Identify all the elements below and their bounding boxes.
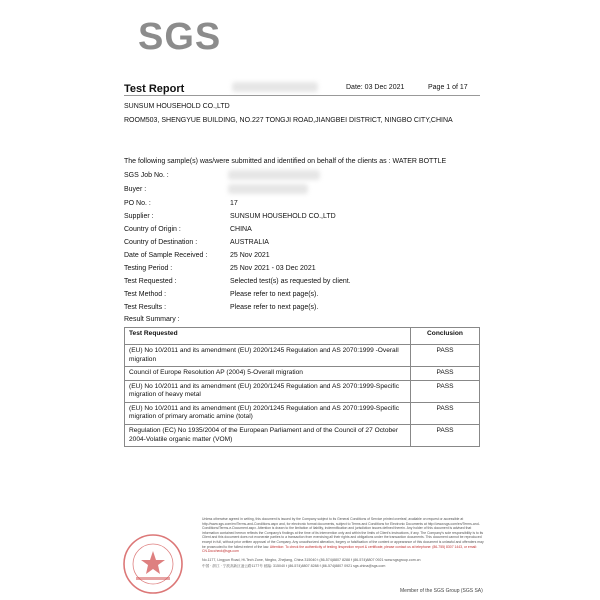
conclusion-cell: PASS — [411, 345, 480, 367]
table-row — [125, 367, 480, 381]
redacted-job-number — [228, 170, 320, 180]
field-label: SGS Job No. : — [124, 172, 169, 179]
field-label: PO No. : — [124, 200, 151, 207]
header-divider — [124, 95, 480, 96]
field-value: SUNSUM HOUSEHOLD CO.,LTD — [230, 213, 336, 220]
header-test-requested: Test Requested — [125, 328, 411, 345]
field-label: Test Results : — [124, 304, 167, 311]
field-label: Date of Sample Received : — [124, 252, 208, 259]
table-header-row — [125, 328, 480, 345]
field-value: 25 Nov 2021 — [230, 252, 270, 259]
test-cell: Regulation (EC) No 1935/2004 of the European Parliament and of the Council of 27 October 2004-Volatile organic matter (VOM) — [125, 424, 411, 446]
field-label: Testing Period : — [124, 265, 173, 272]
redacted-buyer — [228, 184, 308, 194]
report-date: Date: 03 Dec 2021 — [346, 84, 405, 91]
field-label: Supplier : — [124, 213, 154, 220]
result-summary-table — [124, 327, 480, 447]
test-cell: Council of Europe Resolution AP (2004) 5-Overall migration — [125, 367, 411, 381]
field-value: 17 — [230, 200, 238, 207]
conclusion-cell: PASS — [411, 424, 480, 446]
table-row — [125, 380, 480, 402]
test-cell: (EU) No 10/2011 and its amendment (EU) 2020/1245 Regulation and AS 2070:1999-Specific migration of heavy metal — [125, 380, 411, 402]
test-cell: (EU) No 10/2011 and its amendment (EU) 2020/1245 Regulation and AS 2070:1999-Specific migration of primary aromatic amine (total) — [125, 402, 411, 424]
field-label: Buyer : — [124, 186, 147, 193]
field-value: Please refer to next page(s). — [230, 304, 319, 311]
field-value: 25 Nov 2021 - 03 Dec 2021 — [230, 265, 316, 272]
conclusion-cell: PASS — [411, 367, 480, 381]
report-title: Test Report — [124, 83, 185, 95]
field-label: Test Method : — [124, 291, 167, 298]
conclusion-cell: PASS — [411, 402, 480, 424]
sample-intro: The following sample(s) was/were submitted and identified on behalf of the clients as : WATER BOTTLE — [124, 158, 447, 165]
table-row — [125, 424, 480, 446]
disclaimer-text: Unless otherwise agreed in writing, this document is issued by the Company subject to its General Conditions of Service printed overleaf, available on request or accessible at http://www.sgs.com/en/Terms-and-Conditions.aspx and, for electronic format documents, subject to Terms and Conditions for Electronic Documents at http://www.sgs.com/en/Terms-and-Conditions/Terms-e-Document.aspx. Attention is drawn to the limitation of liability, indemnification and jurisdiction issues defined therein. Any holder of this document is advised that information contained hereon reflects the Company's findings at the time of its intervention only and within the limits of Client's instructions, if any. The Company's sole responsibility is to its Client and this document does not exonerate parties to a transaction from exercising all their rights and obligations under the transaction documents. This document cannot be reproduced except in full, without prior written approval of the Company. Any unauthorized alteration, forgery or falsification of the content or appearance of this document is unlawful and offenders may be prosecuted to the fullest extent of the law. — [202, 517, 484, 549]
address-chinese: 中国 · 浙江 · 宁波高新区凌云路1177号 邮编: 315040 t (86-574)8807 8288 f (86-574)8807 0921 sgs.china@sgs.com — [202, 563, 386, 568]
conclusion-cell: PASS — [411, 380, 480, 402]
test-cell: (EU) No 10/2011 and its amendment (EU) 2020/1245 Regulation and AS 2070:1999 -Overall migration — [125, 345, 411, 367]
client-name: SUNSUM HOUSEHOLD CO.,LTD — [124, 103, 230, 110]
client-address: ROOM503, SHENGYUE BUILDING, NO.227 TONGJI ROAD,JIANGBEI DISTRICT, NINGBO CITY,CHINA — [124, 117, 453, 124]
authenticity-attention: Attention: To check the authenticity of testing /inspection report & certificate, please contact us at telephone: (86-755) 8307 1443, or email: CN.Doccheck@sgs.com — [202, 544, 477, 554]
redacted-report-number — [232, 82, 318, 92]
field-value: Please refer to next page(s). — [230, 291, 319, 298]
result-summary-label: Result Summary : — [124, 316, 180, 323]
table-row — [125, 345, 480, 367]
field-value: CHINA — [230, 226, 252, 233]
address-english: No.1177, Lingyun Road, Hi-Tech Zone, Ningbo, Zhejiang, China 315040 t (86-574)8807 8288 f (86-574)8807 0921 www.sgsgroup.com.cn — [202, 558, 421, 562]
table-row — [125, 402, 480, 424]
header-conclusion: Conclusion — [411, 328, 480, 345]
footer-address — [202, 558, 484, 570]
field-label: Country of Origin : — [124, 226, 181, 233]
inspection-seal-stamp — [122, 533, 184, 595]
field-label: Country of Destination : — [124, 239, 198, 246]
field-label: Test Requested : — [124, 278, 177, 285]
field-value: AUSTRALIA — [230, 239, 269, 246]
footer-disclaimer — [202, 517, 484, 554]
member-line: Member of the SGS Group (SGS SA) — [400, 588, 483, 594]
field-value: Selected test(s) as requested by client. — [230, 278, 351, 285]
sgs-logo: SGS — [138, 16, 222, 58]
page-number: Page 1 of 17 — [428, 84, 468, 91]
